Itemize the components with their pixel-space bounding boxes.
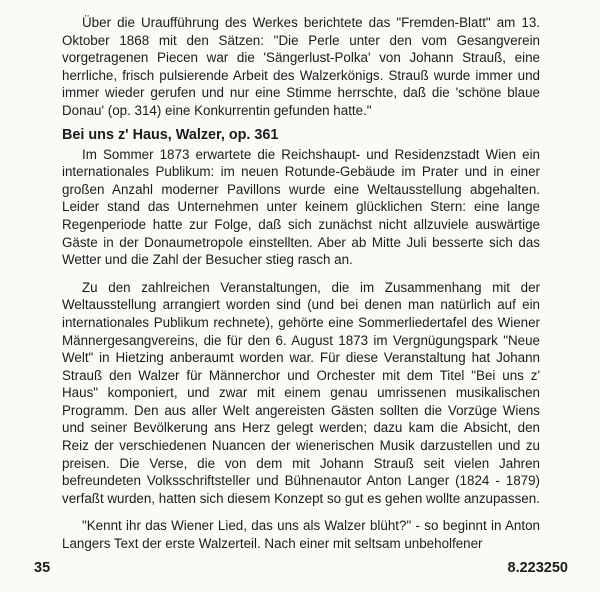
catalog-number: 8.223250 [507, 560, 568, 576]
paragraph-first-waltz: "Kennt ihr das Wiener Lied, das uns als Walzer blüht?" - so beginnt in Anton Langers Text der erste Walzerteil. Nach einer mit seltsam unbeholfener [62, 518, 540, 552]
page-footer [34, 560, 568, 576]
paragraph-world-exhibition: Im Sommer 1873 erwartete die Reichshaupt- und Residenzstadt Wien ein internationales Publikum: im neuen Rotunde-Gebäude im Prater und in einer großen Anzahl moderner Pavillons wurde eine Weltausstellung abgehalten. Leider stand das Unternehmen unter keinem glücklichen Stern: eine lange Regenperiode hatte zur Folge, daß sich zunächst nicht allzuviele auswärtige Gäste in der Donaumetropole einstellten. Aber ab Mitte Juli besserte sich das Wetter und die Zahl der Besucher stieg rasch an. [62, 146, 540, 268]
paragraph-premiere-report: Über die Uraufführung des Werkes berichtete das "Fremden-Blatt" am 13. Oktober 1868 mit den Sätzen: "Die Perle unter den vom Gesangverein vorgetragenen Piecen war die 'Sängerlust-Polka' von Johann Strauß, eine herrliche, frisch pulsierende Arbeit des Walzerkönigs. Strauß wurde immer und immer wieder gerufen und nur eine Stimme herrschte, daß die 'schöne blaue Donau' (op. 314) eine Konkurrentin gefunden hatte." [62, 15, 540, 118]
page-content [62, 14, 540, 553]
page-number: 35 [34, 560, 51, 576]
section-heading: Bei uns z' Haus, Walzer, op. 361 [62, 126, 279, 143]
paragraph-summer-concert: Zu den zahlreichen Veranstaltungen, die im Zusammenhang mit der Weltausstellung arrangiert worden sind (und bei denen man natürlich auf ein internationales Publikum rechnete), gehörte eine Sommerliedertafel des Wiener Männergesangvereins, die für den 6. August 1873 im Vergnügungspark "Neue Welt" in Hietzing anberaumt worden war. Für diese Veranstaltung hat Johann Strauß den Walzer für Männerchor und Orchester mit dem Titel "Bei uns z' Haus" komponiert, und zwar mit einem genau umrissenen musikalischen Programm. Den aus aller Welt angereisten Gästen sollten die Vorzüge Wiens und seiner Bevölkerung ans Herz gelegt werden; dazu kam die Absicht, den Reiz der verschiedenen Nuancen der wienerischen Musik darzustellen und zu preisen. Die Verse, die von dem mit Johann Strauß seit vielen Jahren befreundeten Volksschriftsteller und Bühnenautor Anton Langer (1824 - 1879) verfaßt wurden, hatten sich diesem Konzept so gut es gehen wollte anzupassen. [62, 279, 540, 506]
